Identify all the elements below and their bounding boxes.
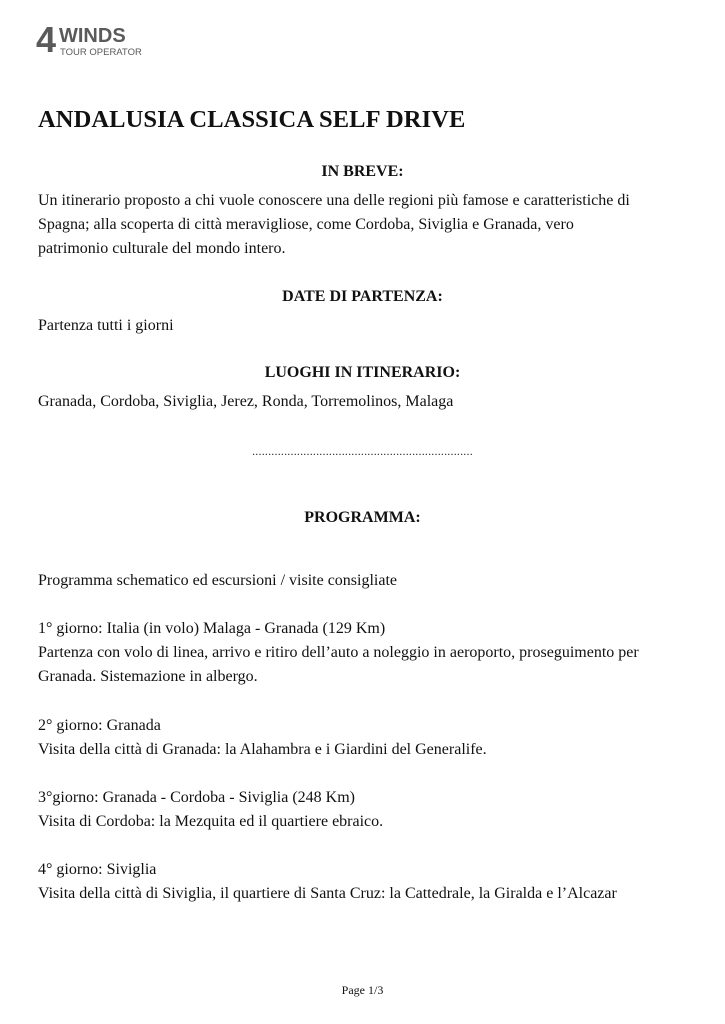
in-breve-heading: IN BREVE: bbox=[321, 163, 404, 180]
day-2-title: 2° giorno: Granada bbox=[38, 717, 161, 734]
day-1-desc-line-2: Granada. Sistemazione in albergo. bbox=[38, 668, 258, 685]
logo-name: WINDS bbox=[59, 25, 126, 47]
day-4-title: 4° giorno: Siviglia bbox=[38, 861, 157, 878]
day-2-desc-line-1: Visita della città di Granada: la Alahambra e i Giardini del Generalife. bbox=[38, 741, 487, 758]
logo-tagline: TOUR OPERATOR bbox=[60, 47, 142, 58]
brand-logo bbox=[36, 22, 146, 60]
date-partenza-text: Partenza tutti i giorni bbox=[38, 317, 174, 334]
date-partenza-heading: DATE DI PARTENZA: bbox=[282, 288, 443, 305]
document-title: ANDALUSIA CLASSICA SELF DRIVE bbox=[38, 106, 466, 133]
dotted-separator: ..................................................................... bbox=[252, 444, 473, 458]
day-3-desc-line-1: Visita di Cordoba: la Mezquita ed il quartiere ebraico. bbox=[38, 813, 384, 830]
in-breve-text: Un itinerario proposto a chi vuole conoscere una delle regioni più famose e caratteristiche di Spagna; alla scoperta di città meravigliose, come Cordoba, Siviglia e Granada, vero patrimonio culturale del mondo intero. bbox=[38, 192, 630, 257]
page-number: Page 1/3 bbox=[341, 983, 384, 997]
day-1-title: 1° giorno: Italia (in volo) Malaga - Granada (129 Km) bbox=[38, 620, 386, 637]
day-4-desc-line-1: Visita della città di Siviglia, il quartiere di Santa Cruz: la Cattedrale, la Giralda e l’Alcazar bbox=[38, 885, 617, 902]
day-1-desc-line-1: Partenza con volo di linea, arrivo e ritiro dell’auto a noleggio in aeroporto, proseguimento per bbox=[38, 644, 639, 661]
luoghi-heading: LUOGHI IN ITINERARIO: bbox=[264, 364, 461, 381]
day-3-title: 3°giorno: Granada - Cordoba - Siviglia (248 Km) bbox=[38, 789, 355, 806]
luoghi-text: Granada, Cordoba, Siviglia, Jerez, Ronda, Torremolinos, Malaga bbox=[38, 393, 454, 410]
programma-intro: Programma schematico ed escursioni / visite consigliate bbox=[38, 572, 398, 589]
logo-graphic bbox=[36, 22, 146, 60]
logo-number: 4 bbox=[36, 22, 57, 60]
programma-heading: PROGRAMMA: bbox=[304, 509, 421, 526]
